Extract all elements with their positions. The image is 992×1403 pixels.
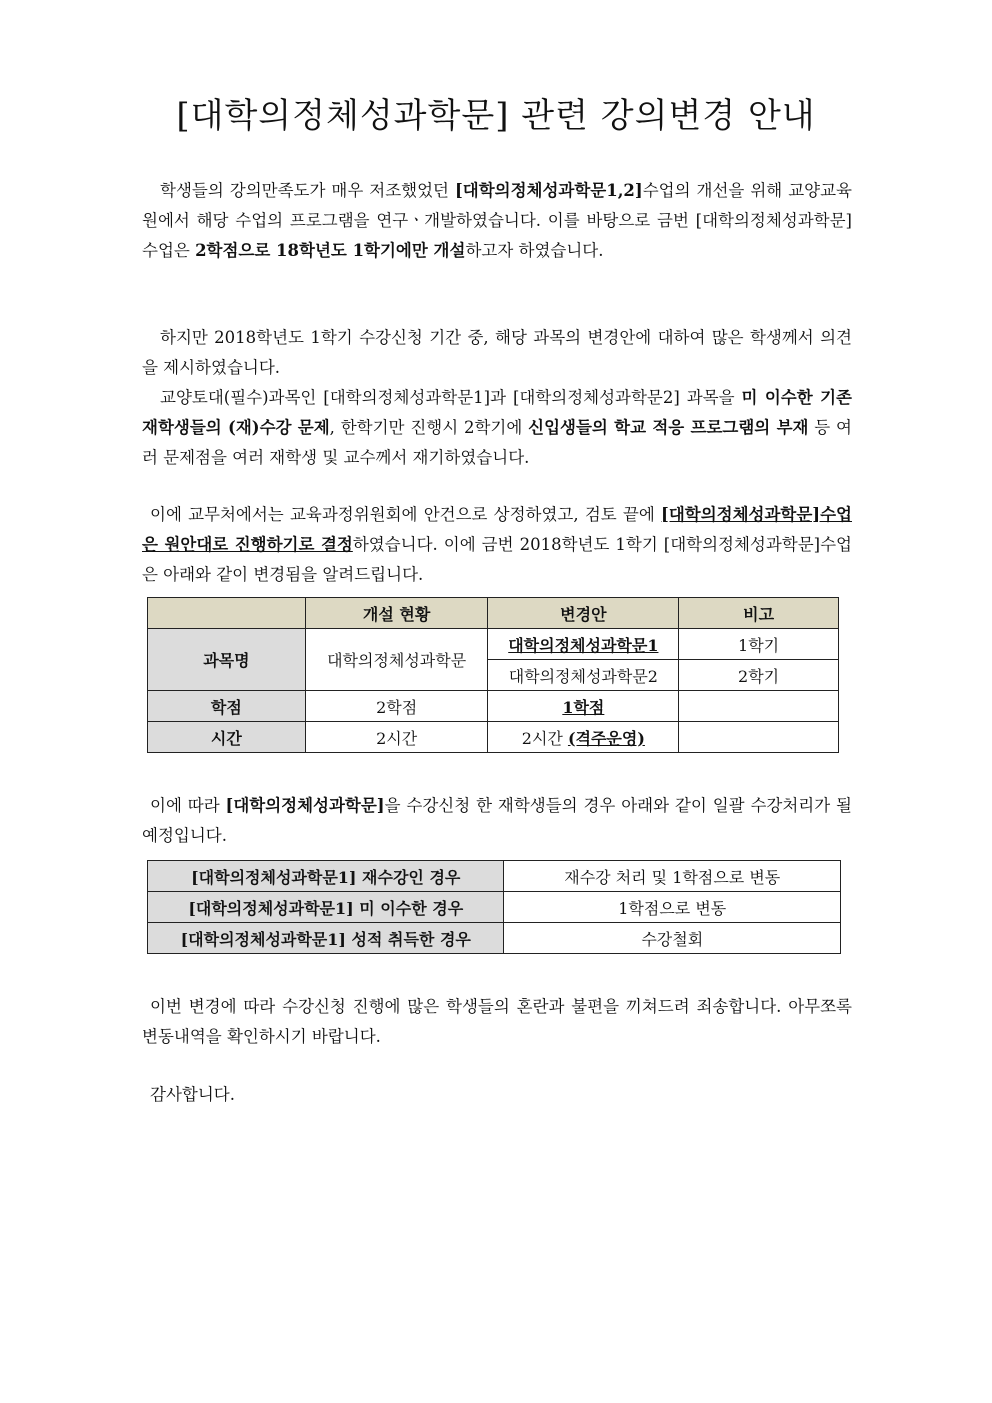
cell-change-time (488, 722, 679, 753)
text-run: 을 수강신청 한 재학생들의 경우 아래와 같이 일괄 수강처리가 될 예정입니다. (142, 796, 852, 845)
text-run: 이에 따라 (150, 796, 226, 815)
header-empty (148, 598, 306, 629)
case-action: 수강철회 (504, 923, 841, 954)
table-row (148, 892, 841, 923)
case-label: [대학의정체성과학문1] 미 이수한 경우 (148, 892, 504, 923)
header-change: 변경안 (488, 598, 679, 629)
case-label: [대학의정체성과학문1] 재수강인 경우 (148, 861, 504, 892)
table-row (148, 722, 839, 753)
cell-note-1: 1학기 (679, 629, 839, 660)
processing-table (147, 860, 841, 954)
text-run: 하고자 하였습니다. (465, 241, 604, 260)
case-action: 재수강 처리 및 1학점으로 변동 (504, 861, 841, 892)
table-row (148, 629, 839, 660)
bold-plan: 2학점으로 18학년도 1학기에만 개설 (195, 241, 466, 260)
bold-issue-retake: 미 이수한 기존 재학생들의 (재)수강 문제 (142, 388, 852, 437)
document-title: [대학의정체성과학문] 관련 강의변경 안내 (176, 96, 816, 136)
paragraph-processing (142, 791, 852, 851)
row-label-time: 시간 (148, 722, 306, 753)
bold-issue-freshmen: 신입생들의 학교 적응 프로그램의 부재 (528, 418, 809, 437)
row-label-subject: 과목명 (148, 629, 306, 691)
paragraph-issues (142, 383, 852, 473)
cell-current-credit: 2학점 (305, 691, 488, 722)
case-label: [대학의정체성과학문1] 성적 취득한 경우 (148, 923, 504, 954)
cell-note-2: 2학기 (679, 660, 839, 691)
text-run: 등 여러 문제점을 여러 재학생 및 교수께서 재기하였습니다. (142, 418, 853, 467)
table-row (148, 923, 841, 954)
paragraph-intro (142, 176, 852, 266)
text-run: 수업의 개선을 위해 교양교육원에서 해당 수업의 프로그램을 연구ㆍ개발하였습니다. 이를 바탕으로 금번 [대학의정체성과학문] 수업은 (142, 181, 852, 260)
text-run: , 한학기만 진행시 2학기에 (329, 418, 529, 437)
cell-change-subject-2: 대학의정체성과학문2 (488, 660, 679, 691)
paragraph-apology: 이번 변경에 따라 수강신청 진행에 많은 학생들의 혼란과 불편을 끼쳐드려 죄송합니다. 아무쪼록 변동내역을 확인하시기 바랍니다. (142, 997, 852, 1046)
text-run: 학생들의 강의만족도가 매우 저조했었던 (160, 181, 455, 200)
table-row (148, 691, 839, 722)
header-current: 개설 현황 (305, 598, 488, 629)
cell-note-time (679, 722, 839, 753)
text-run: 교양토대(필수)과목인 [대학의정체성과학문1]과 [대학의정체성과학문2] 과목을 (160, 388, 742, 407)
text-run: 이에 교무처에서는 교육과정위원회에 안건으로 상정하였고, 검토 끝에 (150, 505, 662, 524)
table-row (148, 861, 841, 892)
closing-thanks: 감사합니다. (150, 1085, 235, 1104)
cell-change-subject-1: 대학의정체성과학문1 (488, 629, 679, 660)
text-run: 2시간 (521, 728, 568, 748)
cell-current-subject: 대학의정체성과학문 (305, 629, 488, 691)
biweekly-note: (격주운영) (567, 728, 645, 748)
bold-course-name: [대학의정체성과학문1,2] (454, 181, 643, 200)
change-table (147, 597, 839, 753)
bold-underlined-decision: [대학의정체성과학문]수업은 원안대로 진행하기로 결정 (142, 505, 852, 554)
cell-note-credit (679, 691, 839, 722)
header-note: 비고 (679, 598, 839, 629)
case-action: 1학점으로 변동 (504, 892, 841, 923)
row-label-credit: 학점 (148, 691, 306, 722)
cell-current-time: 2시간 (305, 722, 488, 753)
paragraph-decision (142, 500, 852, 590)
bold-course-name: [대학의정체성과학문] (225, 796, 385, 815)
text-run: 하였습니다. 이에 금번 2018학년도 1학기 [대학의정체성과학문]수업은 아래와 같이 변경됨을 알려드립니다. (142, 535, 852, 584)
table-header-row (148, 598, 839, 629)
paragraph-feedback: 하지만 2018학년도 1학기 수강신청 기간 중, 해당 과목의 변경안에 대하여 많은 학생께서 의견을 제시하였습니다. (142, 328, 852, 377)
cell-change-credit: 1학점 (488, 691, 679, 722)
